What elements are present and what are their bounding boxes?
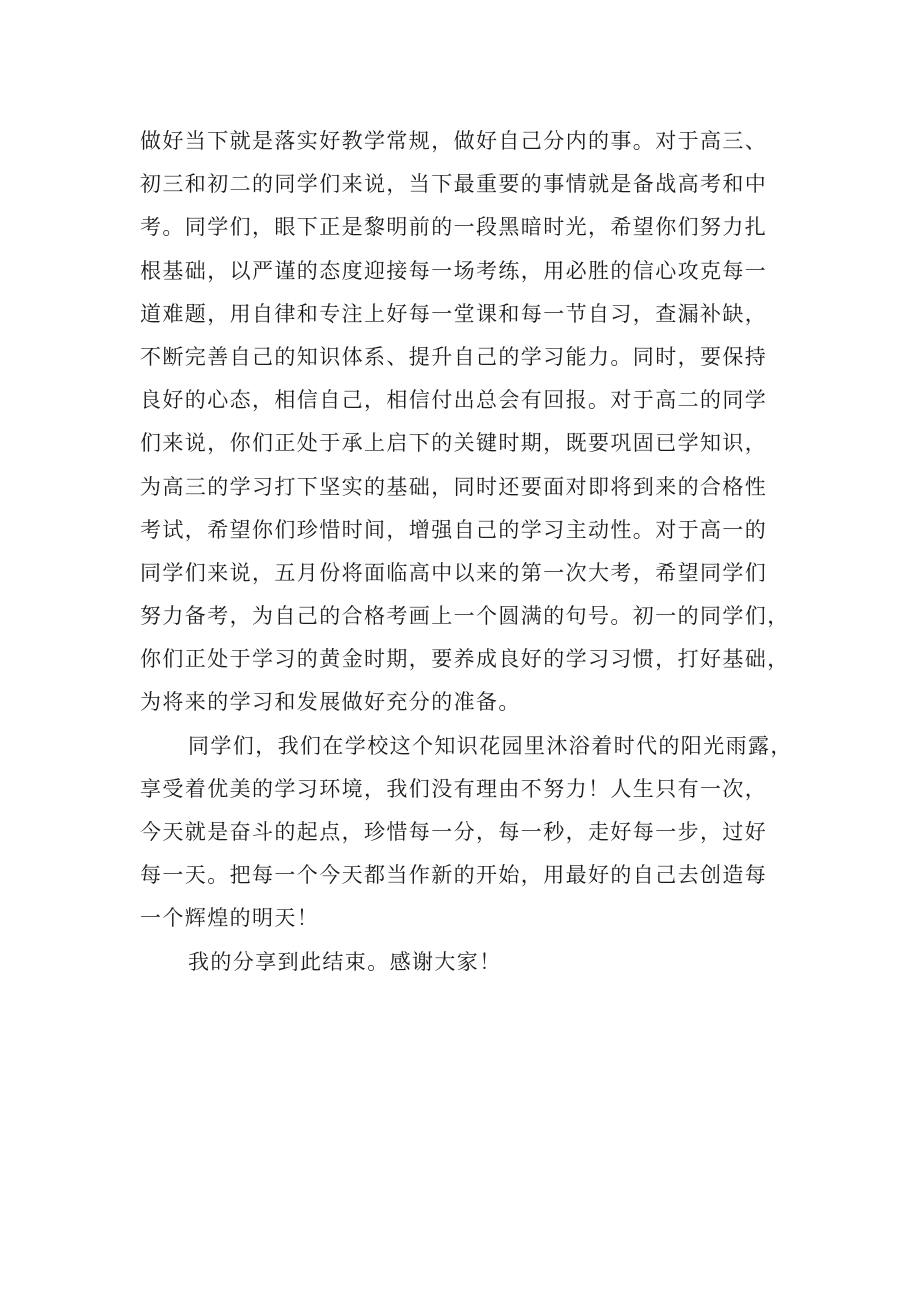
text-line: 道难题，用自律和专注上好每一堂课和每一节自习，查漏补缺，	[140, 301, 768, 326]
text-line: 考试，希望你们珍惜时间，增强自己的学习主动性。对于高一的	[140, 517, 768, 542]
document-body	[140, 120, 793, 984]
text-line: 考。同学们，眼下正是黎明前的一段黑暗时光，希望你们努力扎	[140, 215, 768, 240]
text-line: 为将来的学习和发展做好充分的准备。	[140, 690, 521, 715]
text-line: 根基础，以严谨的态度迎接每一场考练，用必胜的信心攻克每一	[140, 258, 768, 283]
text-line: 我的分享到此结束。感谢大家！	[188, 949, 502, 974]
text-line: 为高三的学习打下坚实的基础，同时还要面对即将到来的合格性	[140, 474, 768, 499]
text-line: 良好的心态，相信自己，相信付出总会有回报。对于高二的同学	[140, 388, 768, 413]
text-line: 初三和初二的同学们来说，当下最重要的事情就是备战高考和中	[140, 172, 768, 197]
text-line: 你们正处于学习的黄金时期，要养成良好的学习习惯，打好基础，	[140, 647, 790, 672]
text-line: 今天就是奋斗的起点，珍惜每一分，每一秒，走好每一步，过好	[140, 820, 768, 844]
text-line: 同学们来说，五月份将面临高中以来的第一次大考，希望同学们	[140, 560, 768, 585]
paragraph-2	[140, 725, 793, 941]
paragraph-1	[140, 120, 790, 725]
text-line: 不断完善自己的知识体系、提升自己的学习能力。同时，要保持	[140, 344, 768, 369]
text-line: 们来说，你们正处于承上启下的关键时期，既要巩固已学知识，	[140, 431, 768, 456]
text-line: 同学们，我们在学校这个知识花园里沐浴着时代的阳光雨露，	[188, 733, 793, 758]
text-line: 努力备考，为自己的合格考画上一个圆满的句号。初一的同学们，	[140, 604, 790, 629]
text-line: 一个辉煌的明天！	[140, 906, 320, 931]
text-line: 做好当下就是落实好教学常规，做好自己分内的事。对于高三、	[140, 129, 768, 153]
text-line: 享受着优美的学习环境，我们没有理由不努力！人生只有一次，	[140, 776, 768, 801]
paragraph-3	[140, 941, 790, 984]
text-line: 每一天。把每一个今天都当作新的开始，用最好的自己去创造每	[140, 863, 768, 888]
